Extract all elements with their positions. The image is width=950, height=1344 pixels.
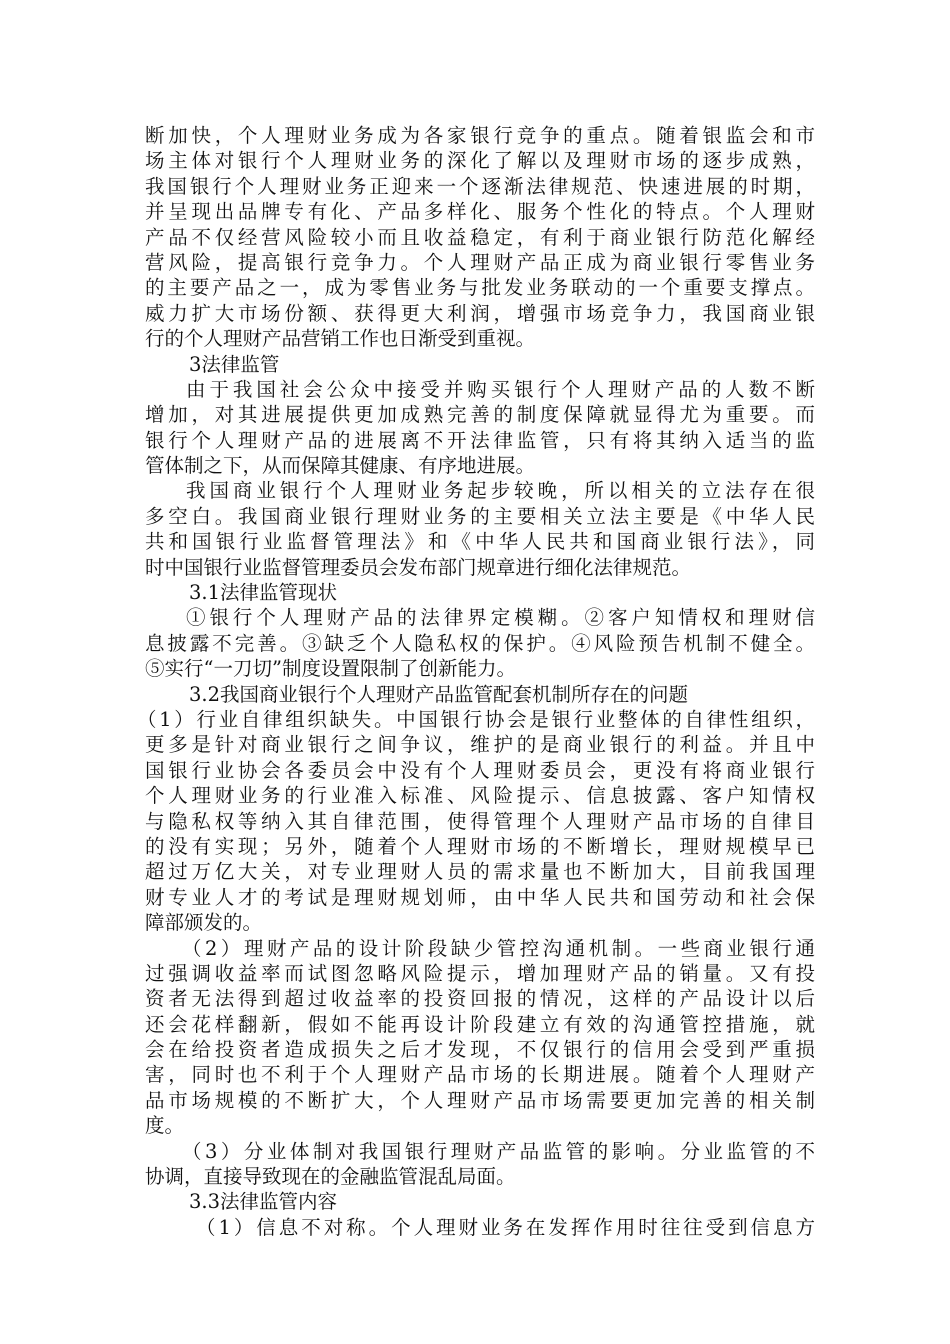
text-line: ①银行个人理财产品的法律界定模糊。②客户知情权和理财信 [186, 606, 815, 630]
text-line: 我国银行个人理财业务正迎来一个逐渐法律规范、快速进展的时期， [145, 174, 815, 198]
text-line: 场主体对银行个人理财业务的深化了解以及理财市场的逐步成熟， [145, 149, 815, 173]
text-line: 多空白。我国商业银行理财业务的主要相关立法主要是《中华人民 [145, 504, 815, 528]
section-heading: 3.1法律监管现状 [189, 581, 338, 605]
section-heading: 3法律监管 [189, 352, 280, 376]
text-line: 品市场规模的不断扩大，个人理财产品市场需要更加完善的相关制 [145, 1088, 815, 1112]
text-line: 的没有实现；另外，随着个人理财市场的不断增长，理财规模早已 [145, 834, 815, 858]
text-line: 断加快，个人理财业务成为各家银行竞争的重点。随着银监会和市 [145, 124, 815, 147]
text-line: 超过万亿大关，对专业理财人员的需求量也不断加大，目前我国理 [145, 860, 815, 884]
text-line: 会在给投资者造成损失之后才发现，不仅银行的信用会受到严重损 [145, 1038, 815, 1062]
text-line: 共和国银行业监督管理法》和《中华人民共和国商业银行法》，同 [145, 530, 815, 554]
text-line: 威力扩大市场份额、获得更大利润，增强市场竞争力，我国商业银 [145, 301, 815, 325]
text-line: 障部颁发的。 [145, 911, 263, 935]
text-line: 资者无法得到超过收益率的投资回报的情况，这样的产品设计以后 [145, 987, 815, 1011]
text-line: 与隐私权等纳入其自律范围，使得管理个人理财产品市场的自律目 [145, 809, 815, 833]
section-heading: 3.3法律监管内容 [189, 1190, 338, 1214]
document-page [137, 123, 815, 1240]
text-line: 并呈现出品牌专有化、产品多样化、服务个性化的特点。个人理财 [145, 200, 815, 224]
text-line: 产品不仅经营风险较小而且收益稳定，有利于商业银行防范化解经 [145, 225, 815, 249]
text-line: 过强调收益率而试图忽略风险提示，增加理财产品的销量。又有投 [145, 961, 815, 985]
text-line: 增加，对其进展提供更加成熟完善的制度保障就显得尤为重要。而 [145, 403, 815, 427]
text-line: 我国商业银行个人理财业务起步较晚，所以相关的立法存在很 [186, 479, 815, 503]
text-line: 管体制之下，从而保障其健康、有序地进展。 [145, 454, 536, 478]
text-line: 息披露不完善。③缺乏个人隐私权的保护。④风险预告机制不健全。 [145, 631, 815, 655]
text-line: 个人理财业务的行业准入标准、风险提示、信息披露、客户知情权 [145, 784, 815, 808]
text-line: （1）信息不对称。个人理财业务在发挥作用时往往受到信息方 [196, 1215, 815, 1239]
text-line: 更多是针对商业银行之间争议，维护的是商业银行的利益。并且中 [145, 733, 815, 757]
section-heading: 3.2我国商业银行个人理财产品监管配套机制所存在的问题 [189, 682, 689, 706]
text-line: 的主要产品之一，成为零售业务与批发业务联动的一个重要支撑点。 [145, 276, 815, 300]
text-line: 财专业人才的考试是理财规划师，由中华人民共和国劳动和社会保 [145, 885, 815, 909]
text-line: 害，同时也不利于个人理财产品市场的长期进展。随着个人理财产 [145, 1063, 815, 1087]
text-line: 银行个人理财产品的进展离不开法律监管，只有将其纳入适当的监 [145, 428, 815, 452]
text-line: ⑤实行“一刀切”制度设置限制了创新能力。 [145, 657, 516, 681]
text-line: 度。 [145, 1114, 185, 1138]
text-line: （1）行业自律组织缺失。中国银行协会是银行业整体的自律性组织， [137, 707, 815, 731]
text-line: 协调，直接导致现在的金融监管混乱局面。 [145, 1165, 516, 1189]
text-line: （3）分业体制对我国银行理财产品监管的影响。分业监管的不 [182, 1139, 815, 1163]
text-line: 行的个人理财产品营销工作也日渐受到重视。 [145, 327, 536, 351]
text-line: 营风险，提高银行竞争力。个人理财产品正成为商业银行零售业务 [145, 250, 815, 274]
text-line: 时中国银行业监督管理委员会发布部门规章进行细化法律规范。 [145, 555, 692, 579]
text-line: 还会花样翻新，假如不能再设计阶段建立有效的沟通管控措施，就 [145, 1012, 815, 1036]
text-line: （2）理财产品的设计阶段缺少管控沟通机制。一些商业银行通 [182, 936, 815, 960]
text-line: 国银行业协会各委员会中没有个人理财委员会，更没有将商业银行 [145, 758, 815, 782]
text-line: 由于我国社会公众中接受并购买银行个人理财产品的人数不断 [186, 377, 815, 401]
